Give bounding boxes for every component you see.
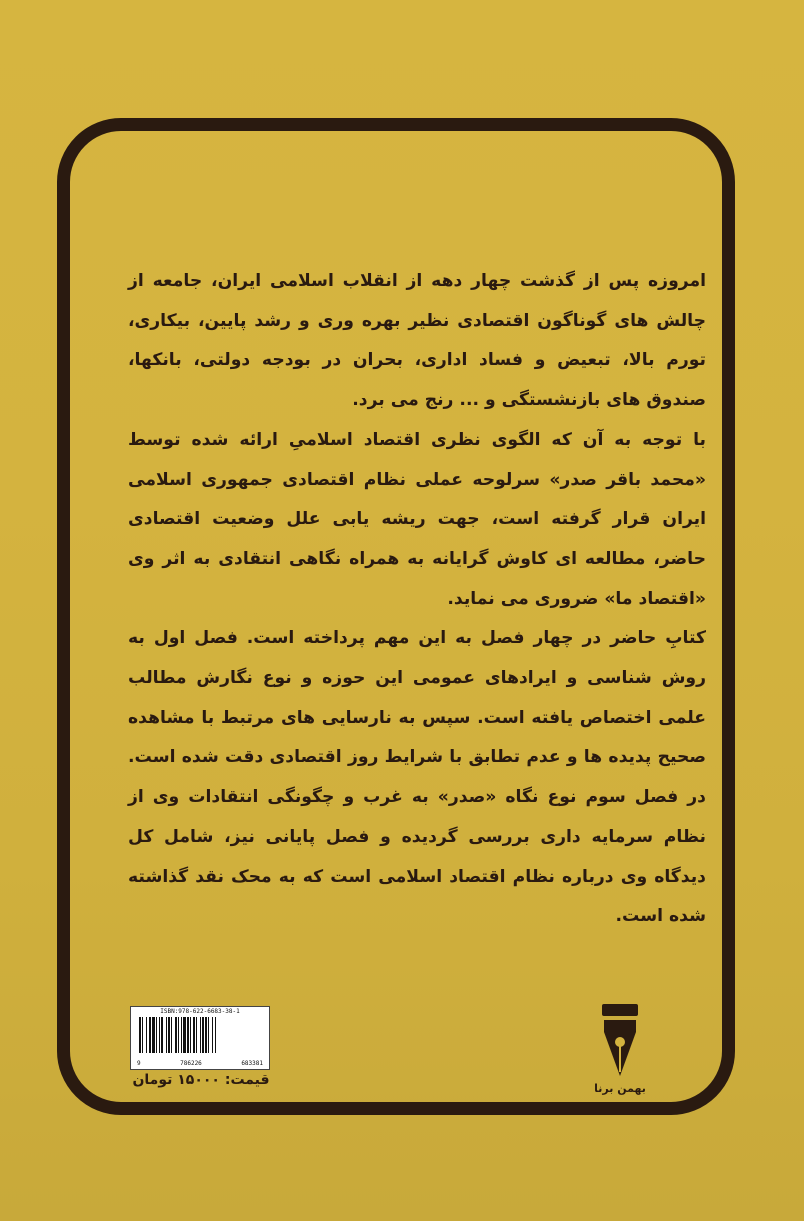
blurb-paragraph-2: با توجه به آن که الگوی نظری اقتصاد اسلامیِ ارائه شده توسط «محمد باقر صدر» سرلوحه عملی نظام اقتصادی جمهوری اسلامی ایران قرار گرفته است، جهت ریشه یابی علل وضعیت اقتصادی حاضر، مطالعه ای کاوش گرایانه به همراه نگاهی انتقادی به اثر وی «اقتصاد ما» ضروری می نماید.	[128, 429, 706, 609]
barcode	[130, 1006, 270, 1070]
barcode-digits-right: 683381	[241, 1060, 263, 1067]
barcode-bars	[137, 1017, 265, 1053]
fountain-pen-nib-icon	[596, 1002, 644, 1078]
price-label: قیمت: ۱۵۰۰۰ تومان	[132, 1072, 270, 1088]
publisher-name: بهمن برنا	[594, 1082, 646, 1095]
barcode-digits-left: 786226	[180, 1060, 202, 1067]
blurb-paragraph-1: امروزه پس از گذشت چهار دهه از انقلاب اسلامی ایران، جامعه از چالش های گوناگون اقتصادی نظیر بهره وری و رشد پایین، بیکاری، تورم بالا، تبعیض و فساد اداری، بحران در بودجه دولتی، بانکها، صندوق های بازنشستگی و ... رنج می برد.	[128, 271, 706, 411]
back-cover-blurb	[128, 262, 706, 937]
barcode-digits	[137, 1060, 263, 1067]
isbn-label: ISBN:978-622-6683-38-1	[160, 1008, 240, 1015]
blurb-paragraph-3: کتابِ حاضر در چهار فصل به این مهم پرداخته است. فصل اول به روش شناسی و ایرادهای عمومی این حوزه و نوع نگارش مطالب علمی اختصاص یافته است. سپس به نارسایی های مرتبط با مشاهده صحیح پدیده ها و عدم تطابق با شرایط روز اقتصادی دقت شده است. در فصل سوم نوع نگاه «صدر» به غرب و چگونگی انتقادات وی از نظام سرمایه داری بررسی گردیده و فصل پایانی نیز، شامل کل دیدگاه وی درباره نظام اقتصاد اسلامی است که به محک نقد گذاشته شده است.	[128, 628, 706, 927]
barcode-digit-prefix: 9	[137, 1060, 141, 1067]
